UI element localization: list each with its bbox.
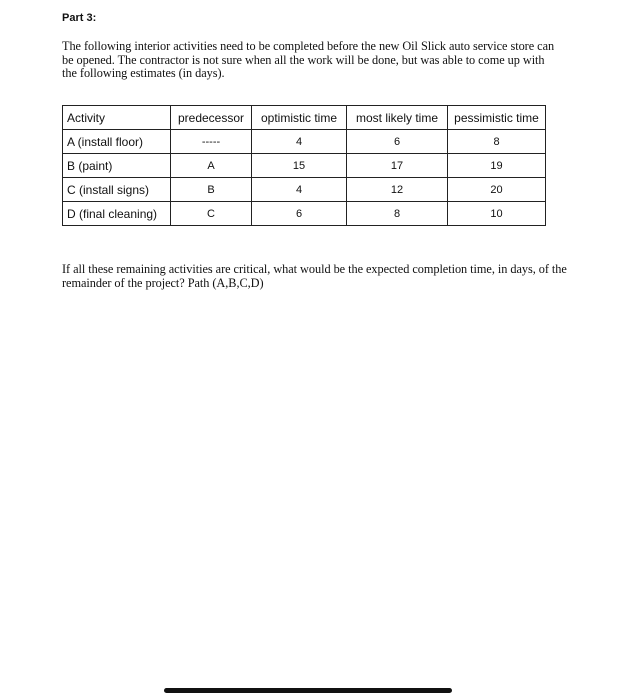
most-likely-cell: 17 (347, 154, 448, 178)
table-row (63, 178, 546, 202)
pessimistic-cell: 8 (448, 130, 546, 154)
most-likely-cell: 8 (347, 202, 448, 226)
table-row (63, 130, 546, 154)
column-header-optimistic: optimistic time (252, 106, 347, 130)
optimistic-cell: 4 (252, 178, 347, 202)
intro-paragraph: The following interior activities need to be completed before the new Oil Slick auto service store can be opened. The contractor is not sure when all the work will be done, but was able to come up with the following estimates (in days). (62, 39, 555, 80)
most-likely-cell: 6 (347, 130, 448, 154)
activity-cell: A (install floor) (63, 130, 171, 154)
predecessor-cell: B (171, 178, 252, 202)
column-header-predecessor: predecessor (171, 106, 252, 130)
question-paragraph: If all these remaining activities are critical, what would be the expected completion time, in days, of the remainder of the project? Path (A,B,C,D) (62, 262, 567, 290)
optimistic-cell: 15 (252, 154, 347, 178)
column-header-most-likely: most likely time (347, 106, 448, 130)
predecessor-cell: ----- (171, 130, 252, 154)
predecessor-cell: C (171, 202, 252, 226)
pessimistic-cell: 20 (448, 178, 546, 202)
optimistic-cell: 4 (252, 130, 347, 154)
predecessor-cell: A (171, 154, 252, 178)
pessimistic-cell: 10 (448, 202, 546, 226)
home-indicator-bar[interactable] (164, 688, 452, 693)
most-likely-cell: 12 (347, 178, 448, 202)
table-row (63, 202, 546, 226)
activity-cell: D (final cleaning) (63, 202, 171, 226)
column-header-activity: Activity (63, 106, 171, 130)
activity-cell: C (install signs) (63, 178, 171, 202)
column-header-pessimistic: pessimistic time (448, 106, 546, 130)
activity-estimates-table (62, 105, 546, 226)
table-header-row (63, 106, 546, 130)
activity-cell: B (paint) (63, 154, 171, 178)
optimistic-cell: 6 (252, 202, 347, 226)
pessimistic-cell: 19 (448, 154, 546, 178)
section-heading: Part 3: (62, 12, 97, 24)
table-row (63, 154, 546, 178)
